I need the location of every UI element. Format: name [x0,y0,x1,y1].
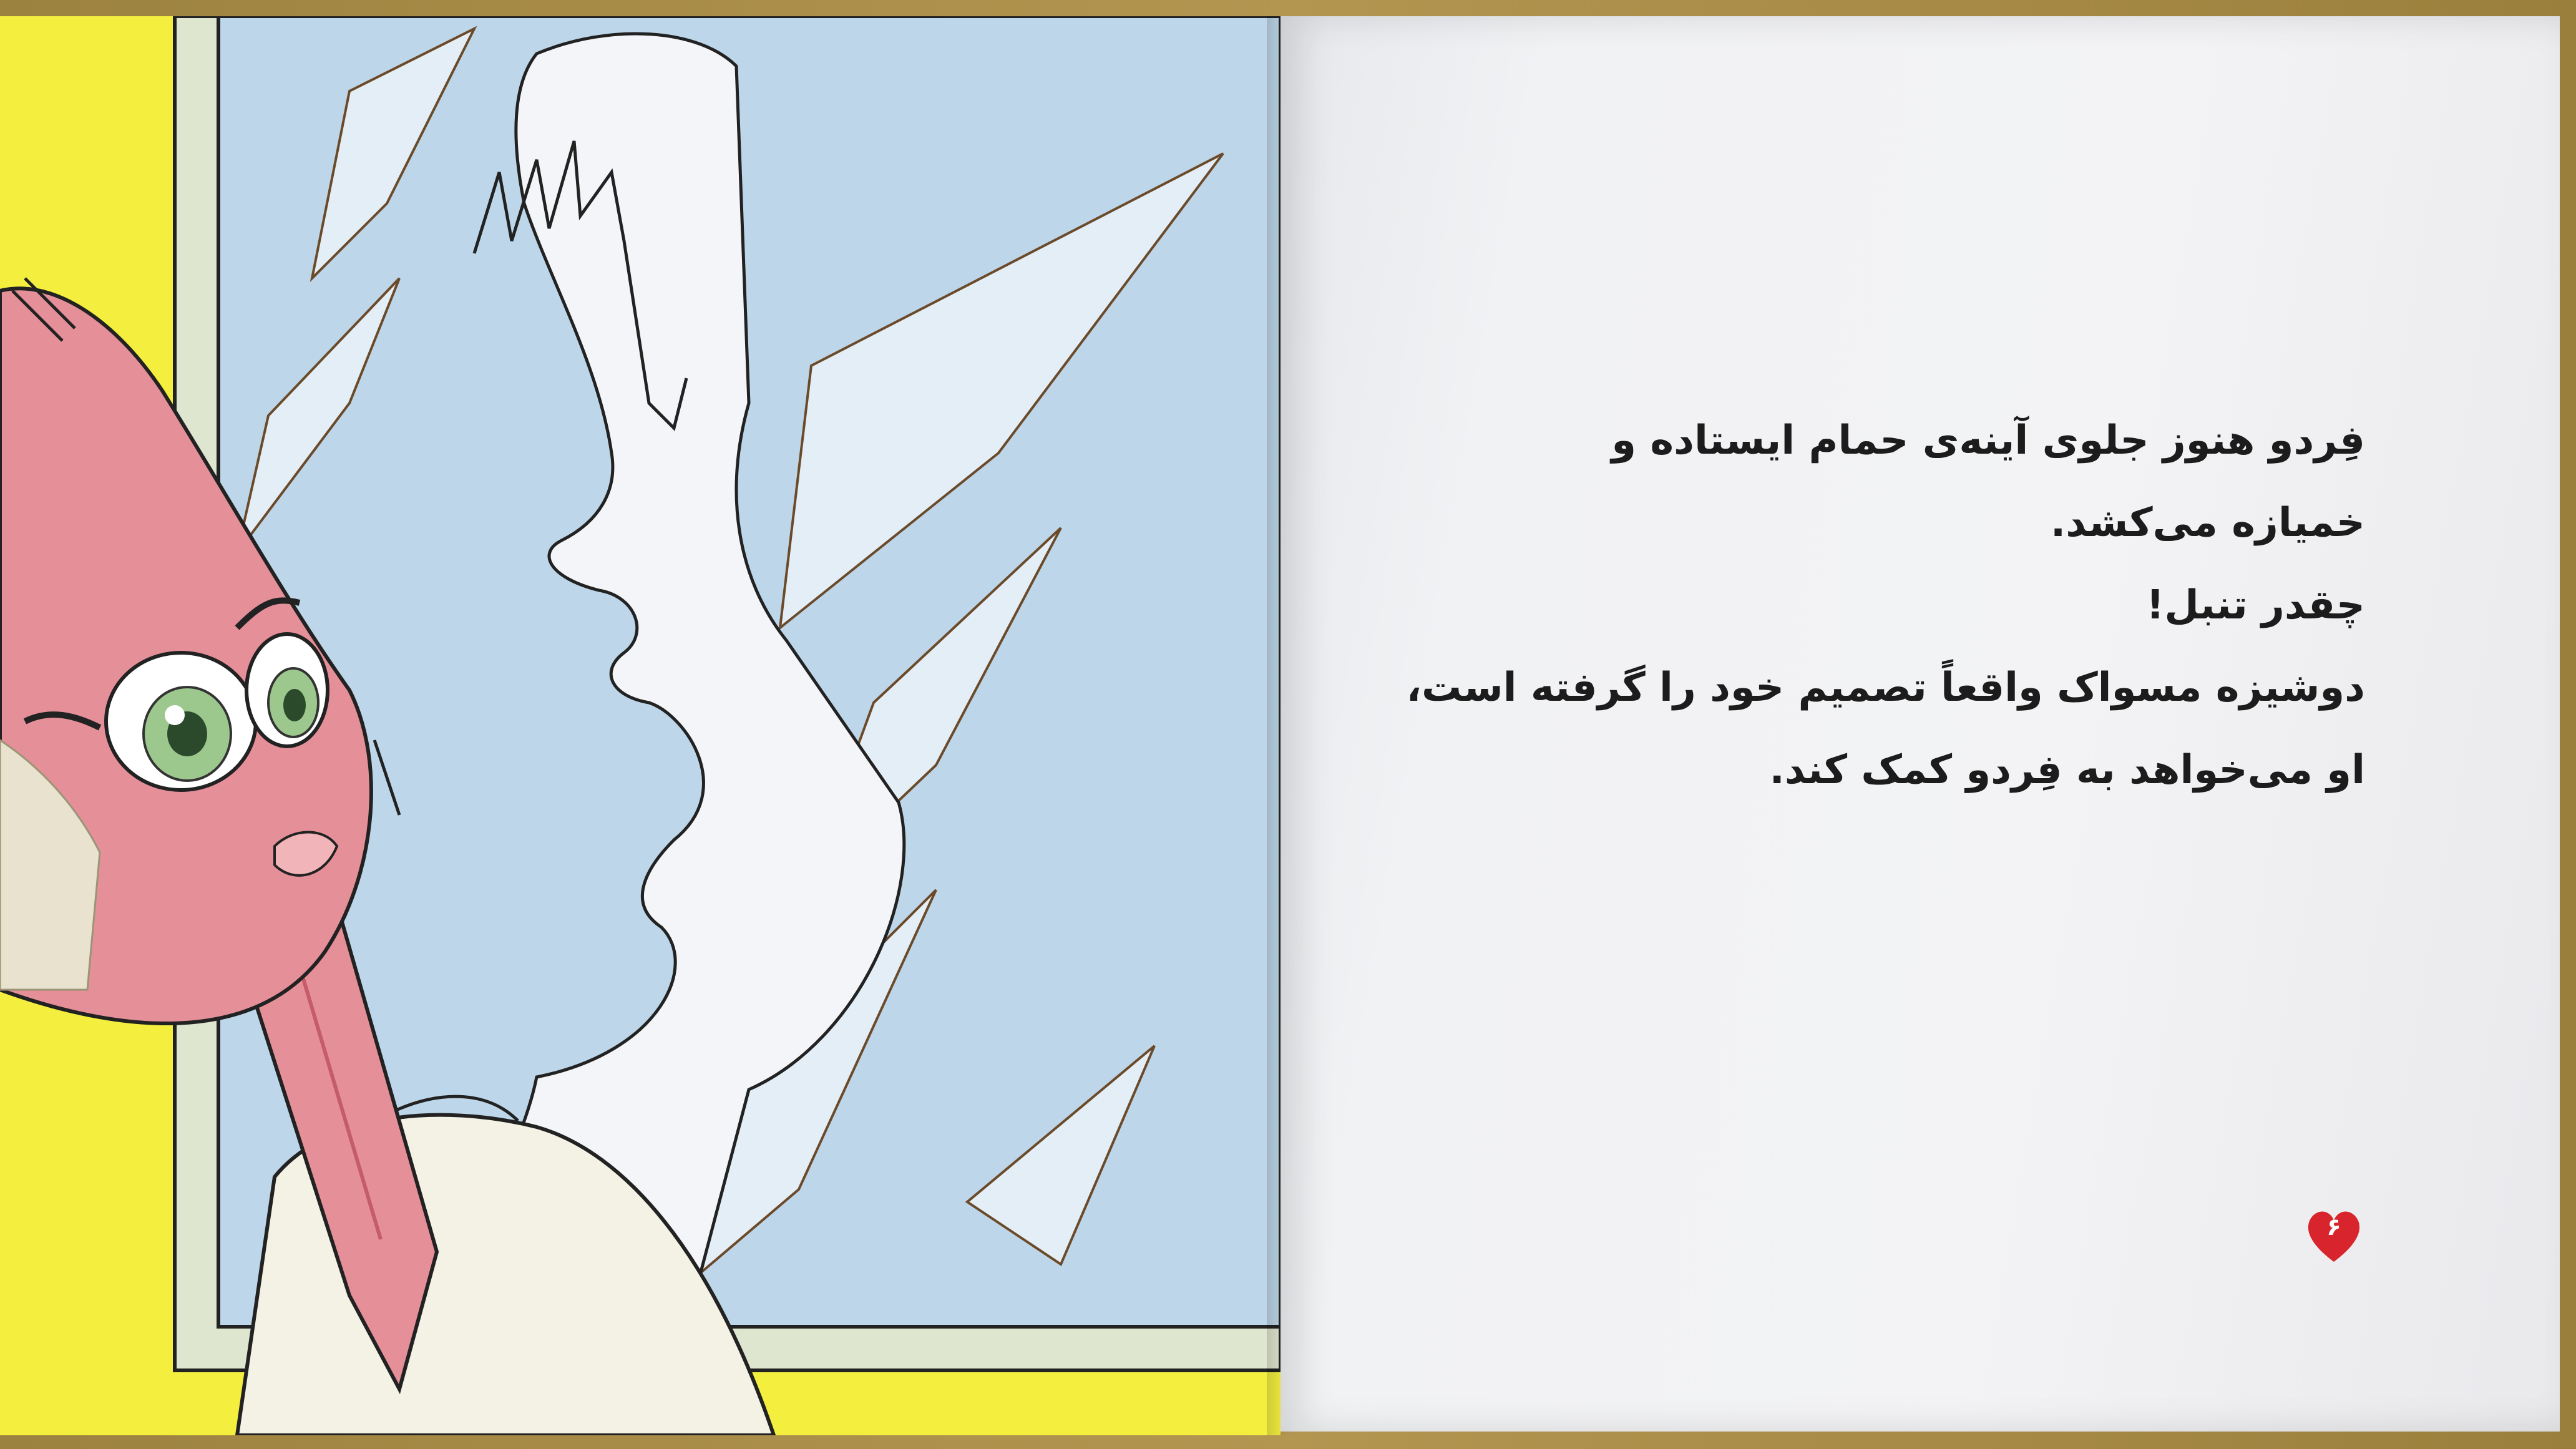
story-line: دوشیزه مسواک واقعاً تصمیم خود را گرفته است، [1406,665,2365,711]
page-number: ۶ [2326,1213,2341,1241]
story-line: خمیازه می‌کشد. [2050,500,2365,546]
story-line: او می‌خواهد به فِردو کمک کند. [1769,747,2365,793]
story-text [1406,399,2365,811]
toothbrush-character-mirror-illustration [0,16,1281,1435]
illustration-page [0,16,1281,1435]
page-number-badge [2303,1204,2365,1267]
story-line: فِردو هنوز جلوی آینه‌ی حمام ایستاده و [1611,417,2365,464]
story-line: چقدر تنبل! [2146,582,2365,628]
